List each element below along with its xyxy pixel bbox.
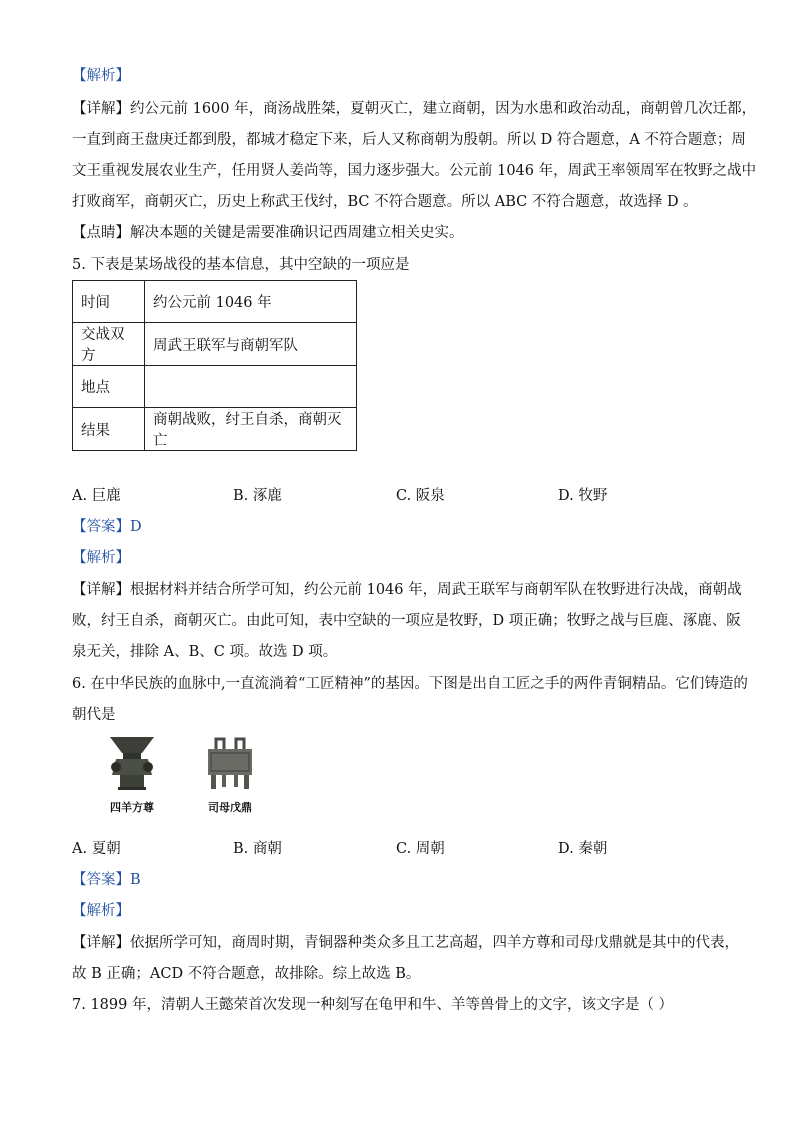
question-6-stem: 朝代是 <box>72 707 116 723</box>
figure-simuwu-ding <box>195 735 265 815</box>
question-5-stem: 5. 下表是某场战役的基本信息，其中空缺的一项应是 <box>72 257 410 273</box>
table-key-cell: 时间 <box>73 281 145 323</box>
detail-text-line: 打败商军，商朝灭亡，历史上称武王伐纣，BC 不符合题意。所以 ABC 不符合题意，故选择 D 。 <box>72 194 698 210</box>
option-c: C. 周朝 <box>396 841 445 857</box>
question-7-stem: 7. 1899 年，清朝人王懿荣首次发现一种刻写在龟甲和牛、羊等兽骨上的文字，该文字是（ ） <box>72 997 674 1013</box>
figure-caption: 司母戊鼎 <box>208 801 252 814</box>
table-key-cell: 交战双方 <box>73 323 145 366</box>
detail-text-line: 一直到商王盘庚迁都到殷，都城才稳定下来，后人又称商朝为殷朝。所以 D 符合题意，A 不符合题意；周 <box>72 132 746 148</box>
option-d: D. 秦朝 <box>558 841 608 857</box>
detail-text-line: 【详解】根据材料并结合所学可知，约公元前 1046 年，周武王联军与商朝军队在牧野进行决战，商朝战 <box>72 582 742 598</box>
table-value-cell: 商朝战败，纣王自杀，商朝灭亡 <box>145 408 357 451</box>
detail-text-line: 【详解】依据所学可知，商周时期，青铜器种类众多且工艺高超，四羊方尊和司母戊鼎就是其中的代表， <box>72 935 739 951</box>
answer-label: 【答案】D <box>72 519 142 535</box>
analysis-label: 【解析】 <box>72 903 130 919</box>
option-c: C. 阪泉 <box>396 488 445 504</box>
option-b: B. 涿鹿 <box>233 488 282 504</box>
detail-text-line: 文王重视发展农业生产，任用贤人姜尚等，国力逐步强大。公元前 1046 年，周武王率领周军在牧野之战中 <box>72 163 757 179</box>
detail-text-line: 故 B 正确；ACD 不符合题意，故排除。综上故选 B。 <box>72 966 421 982</box>
table-row <box>73 408 357 451</box>
point-text-line: 【点睛】解决本题的关键是需要准确识记西周建立相关史实。 <box>72 225 464 241</box>
option-d: D. 牧野 <box>558 488 608 504</box>
table-row <box>73 323 357 366</box>
table-value-cell: 周武王联军与商朝军队 <box>145 323 357 366</box>
option-a: A. 夏朝 <box>72 841 121 857</box>
bronze-zun-icon <box>106 735 158 791</box>
option-b: B. 商朝 <box>233 841 282 857</box>
table-key-cell: 结果 <box>73 408 145 451</box>
table-value-cell <box>145 366 357 408</box>
bronze-ding-icon <box>202 735 258 791</box>
analysis-label: 【解析】 <box>72 68 130 84</box>
table-row <box>73 281 357 323</box>
answer-label: 【答案】B <box>72 872 141 888</box>
analysis-label: 【解析】 <box>72 550 130 566</box>
figure-caption: 四羊方尊 <box>110 801 154 814</box>
option-a: A. 巨鹿 <box>72 488 121 504</box>
figure-siyang-fangzun <box>97 735 167 815</box>
question-6-stem: 6. 在中华民族的血脉中,一直流淌着“工匠精神”的基因。下图是出自工匠之手的两件青铜精品。它们铸造的 <box>72 676 748 692</box>
battle-info-table <box>72 280 357 451</box>
detail-text-line: 败，纣王自杀，商朝灭亡。由此可知，表中空缺的一项应是牧野，D 项正确；牧野之战与巨鹿、涿鹿、阪 <box>72 613 741 629</box>
detail-text-line: 【详解】约公元前 1600 年，商汤战胜桀，夏朝灭亡，建立商朝，因为水患和政治动乱，商朝曾几次迁都， <box>72 101 757 117</box>
table-key-cell: 地点 <box>73 366 145 408</box>
detail-text-line: 泉无关，排除 A、B、C 项。故选 D 项。 <box>72 644 338 660</box>
table-value-cell: 约公元前 1046 年 <box>145 281 357 323</box>
table-row <box>73 366 357 408</box>
